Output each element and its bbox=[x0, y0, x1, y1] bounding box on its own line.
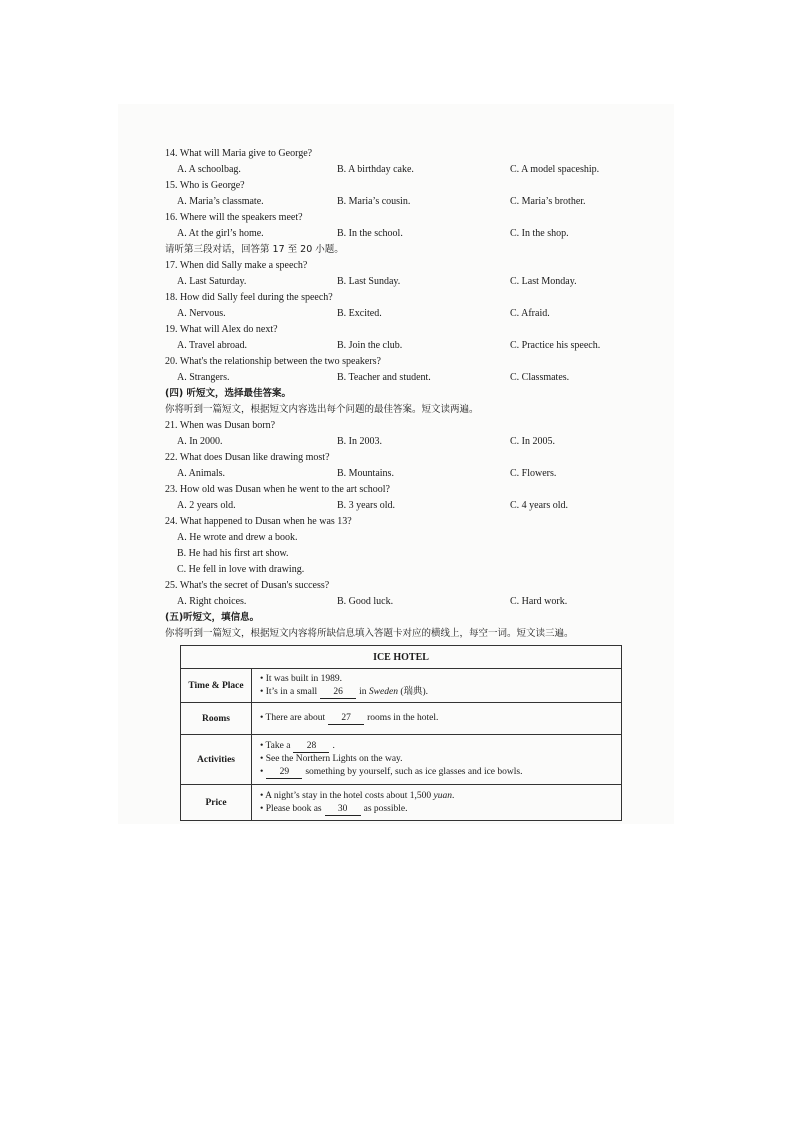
northern-lights-line: • See the Northern Lights on the way. bbox=[260, 754, 403, 764]
take-line bbox=[260, 740, 613, 753]
option-a: A. 2 years old. bbox=[177, 500, 236, 511]
option-b: B. Good luck. bbox=[337, 596, 394, 607]
take-prefix: • Take a bbox=[260, 741, 291, 751]
options-18 bbox=[165, 306, 665, 322]
option-b: B. 3 years old. bbox=[337, 500, 396, 511]
yuan-text: yuan bbox=[433, 790, 452, 801]
option-a: A. Maria’s classmate. bbox=[177, 196, 264, 207]
option-a: A. Nervous. bbox=[177, 308, 226, 319]
option-c: C. In the shop. bbox=[510, 228, 569, 239]
cost-suffix: . bbox=[452, 790, 455, 801]
option-c: C. In 2005. bbox=[510, 436, 555, 447]
option-c: C. Hard work. bbox=[510, 596, 568, 607]
options-22 bbox=[165, 466, 665, 482]
book-line bbox=[260, 803, 613, 816]
options-20 bbox=[165, 370, 665, 386]
question-14: 14. What will Maria give to George? bbox=[165, 148, 313, 159]
blank-27[interactable]: 27 bbox=[328, 713, 364, 725]
row-label-price: Price bbox=[181, 785, 252, 821]
option-c: C. Last Monday. bbox=[510, 276, 577, 287]
book-prefix: • Please book as bbox=[260, 803, 322, 814]
option-c: C. Practice his speech. bbox=[510, 340, 601, 351]
rooms-prefix: • There are about bbox=[260, 713, 326, 723]
option-b: B. Excited. bbox=[337, 308, 382, 319]
bullet: • bbox=[260, 767, 264, 777]
sweden-cn: (瑞典). bbox=[400, 686, 429, 697]
options-23 bbox=[165, 498, 665, 514]
make-line bbox=[260, 766, 613, 779]
question-19: 19. What will Alex do next? bbox=[165, 324, 278, 335]
blank-26[interactable]: 26 bbox=[320, 687, 356, 699]
option-c: C. Classmates. bbox=[510, 372, 570, 383]
options-25 bbox=[165, 594, 665, 610]
row-value-time-place bbox=[252, 669, 622, 703]
book-suffix: as possible. bbox=[363, 803, 408, 814]
option-a: A. Travel abroad. bbox=[177, 340, 247, 351]
table-title: ICE HOTEL bbox=[181, 646, 622, 669]
built-line: • It was built in 1989. bbox=[260, 673, 342, 684]
options-15 bbox=[165, 194, 665, 210]
option-a: A. Strangers. bbox=[177, 372, 230, 383]
blank-30[interactable]: 30 bbox=[325, 804, 361, 816]
instruction-17-20: 请听第三段对话，回答第 17 至 20 小题。 bbox=[165, 244, 344, 255]
ice-hotel-table bbox=[180, 645, 622, 821]
option-c: C. A model spaceship. bbox=[510, 164, 600, 175]
option-c: C. Flowers. bbox=[510, 468, 557, 479]
option-b: B. In the school. bbox=[337, 228, 403, 239]
section-4-instruction: 你将听到一篇短文，根据短文内容选出每个问题的最佳答案。短文读两遍。 bbox=[165, 404, 479, 415]
options-19 bbox=[165, 338, 665, 354]
take-suffix: . bbox=[332, 741, 335, 751]
location-line bbox=[260, 686, 613, 699]
question-22: 22. What does Dusan like drawing most? bbox=[165, 452, 330, 463]
location-prefix: • It’s in a small bbox=[260, 686, 318, 697]
option-b: B. Maria’s cousin. bbox=[337, 196, 411, 207]
blank-29[interactable]: 29 bbox=[266, 767, 302, 779]
row-label-activities: Activities bbox=[181, 735, 252, 785]
option-c: C. Afraid. bbox=[510, 308, 550, 319]
location-in: in bbox=[359, 686, 367, 697]
question-21: 21. When was Dusan born? bbox=[165, 420, 276, 431]
row-value-activities bbox=[252, 735, 622, 785]
section-4-title: (四) 听短文，选择最佳答案。 bbox=[165, 388, 291, 399]
options-21 bbox=[165, 434, 665, 450]
question-24: 24. What happened to Dusan when he was 13? bbox=[165, 516, 352, 527]
option-a: A. In 2000. bbox=[177, 436, 223, 447]
option-b: B. A birthday cake. bbox=[337, 164, 414, 175]
option-b: B. Last Sunday. bbox=[337, 276, 401, 287]
question-20: 20. What's the relationship between the two speakers? bbox=[165, 356, 381, 367]
option-b: B. Mountains. bbox=[337, 468, 394, 479]
option-a: A. At the girl’s home. bbox=[177, 228, 264, 239]
option-b: B. Teacher and student. bbox=[337, 372, 431, 383]
option-c: C. Maria’s brother. bbox=[510, 196, 586, 207]
option-a: A. Right choices. bbox=[177, 596, 247, 607]
option-a: A. Last Saturday. bbox=[177, 276, 247, 287]
sweden-text: Sweden bbox=[368, 686, 398, 697]
option-a: A. He wrote and drew a book. bbox=[177, 532, 298, 543]
exam-content bbox=[165, 146, 665, 642]
option-b: B. He had his first art show. bbox=[177, 548, 289, 559]
question-23: 23. How old was Dusan when he went to the art school? bbox=[165, 484, 390, 495]
section-5-title: (五)听短文，填信息。 bbox=[165, 612, 260, 623]
options-16 bbox=[165, 226, 665, 242]
option-c: C. 4 years old. bbox=[510, 500, 569, 511]
question-25: 25. What's the secret of Dusan's success? bbox=[165, 580, 330, 591]
question-17: 17. When did Sally make a speech? bbox=[165, 260, 308, 271]
option-a: A. A schoolbag. bbox=[177, 164, 241, 175]
row-label-time-place: Time & Place bbox=[181, 669, 252, 703]
question-18: 18. How did Sally feel during the speech? bbox=[165, 292, 333, 303]
rooms-suffix: rooms in the hotel. bbox=[367, 713, 439, 723]
row-label-rooms: Rooms bbox=[181, 703, 252, 735]
option-b: B. Join the club. bbox=[337, 340, 403, 351]
question-16: 16. Where will the speakers meet? bbox=[165, 212, 303, 223]
options-17 bbox=[165, 274, 665, 290]
cost-prefix: • A night’s stay in the hotel costs about 1,500 bbox=[260, 790, 432, 801]
make-suffix: something by yourself, such as ice glasses and ice bowls. bbox=[305, 767, 523, 777]
option-a: A. Animals. bbox=[177, 468, 226, 479]
question-15: 15. Who is George? bbox=[165, 180, 245, 191]
row-value-rooms bbox=[252, 703, 622, 735]
option-c: C. He fell in love with drawing. bbox=[177, 564, 305, 575]
section-5-instruction: 你将听到一篇短文，根据短文内容将所缺信息填入答题卡对应的横线上，每空一词。短文读三遍。 bbox=[165, 628, 574, 639]
cost-line bbox=[260, 790, 613, 803]
row-value-price bbox=[252, 785, 622, 821]
options-14 bbox=[165, 162, 665, 178]
blank-28[interactable]: 28 bbox=[293, 741, 329, 753]
option-b: B. In 2003. bbox=[337, 436, 382, 447]
